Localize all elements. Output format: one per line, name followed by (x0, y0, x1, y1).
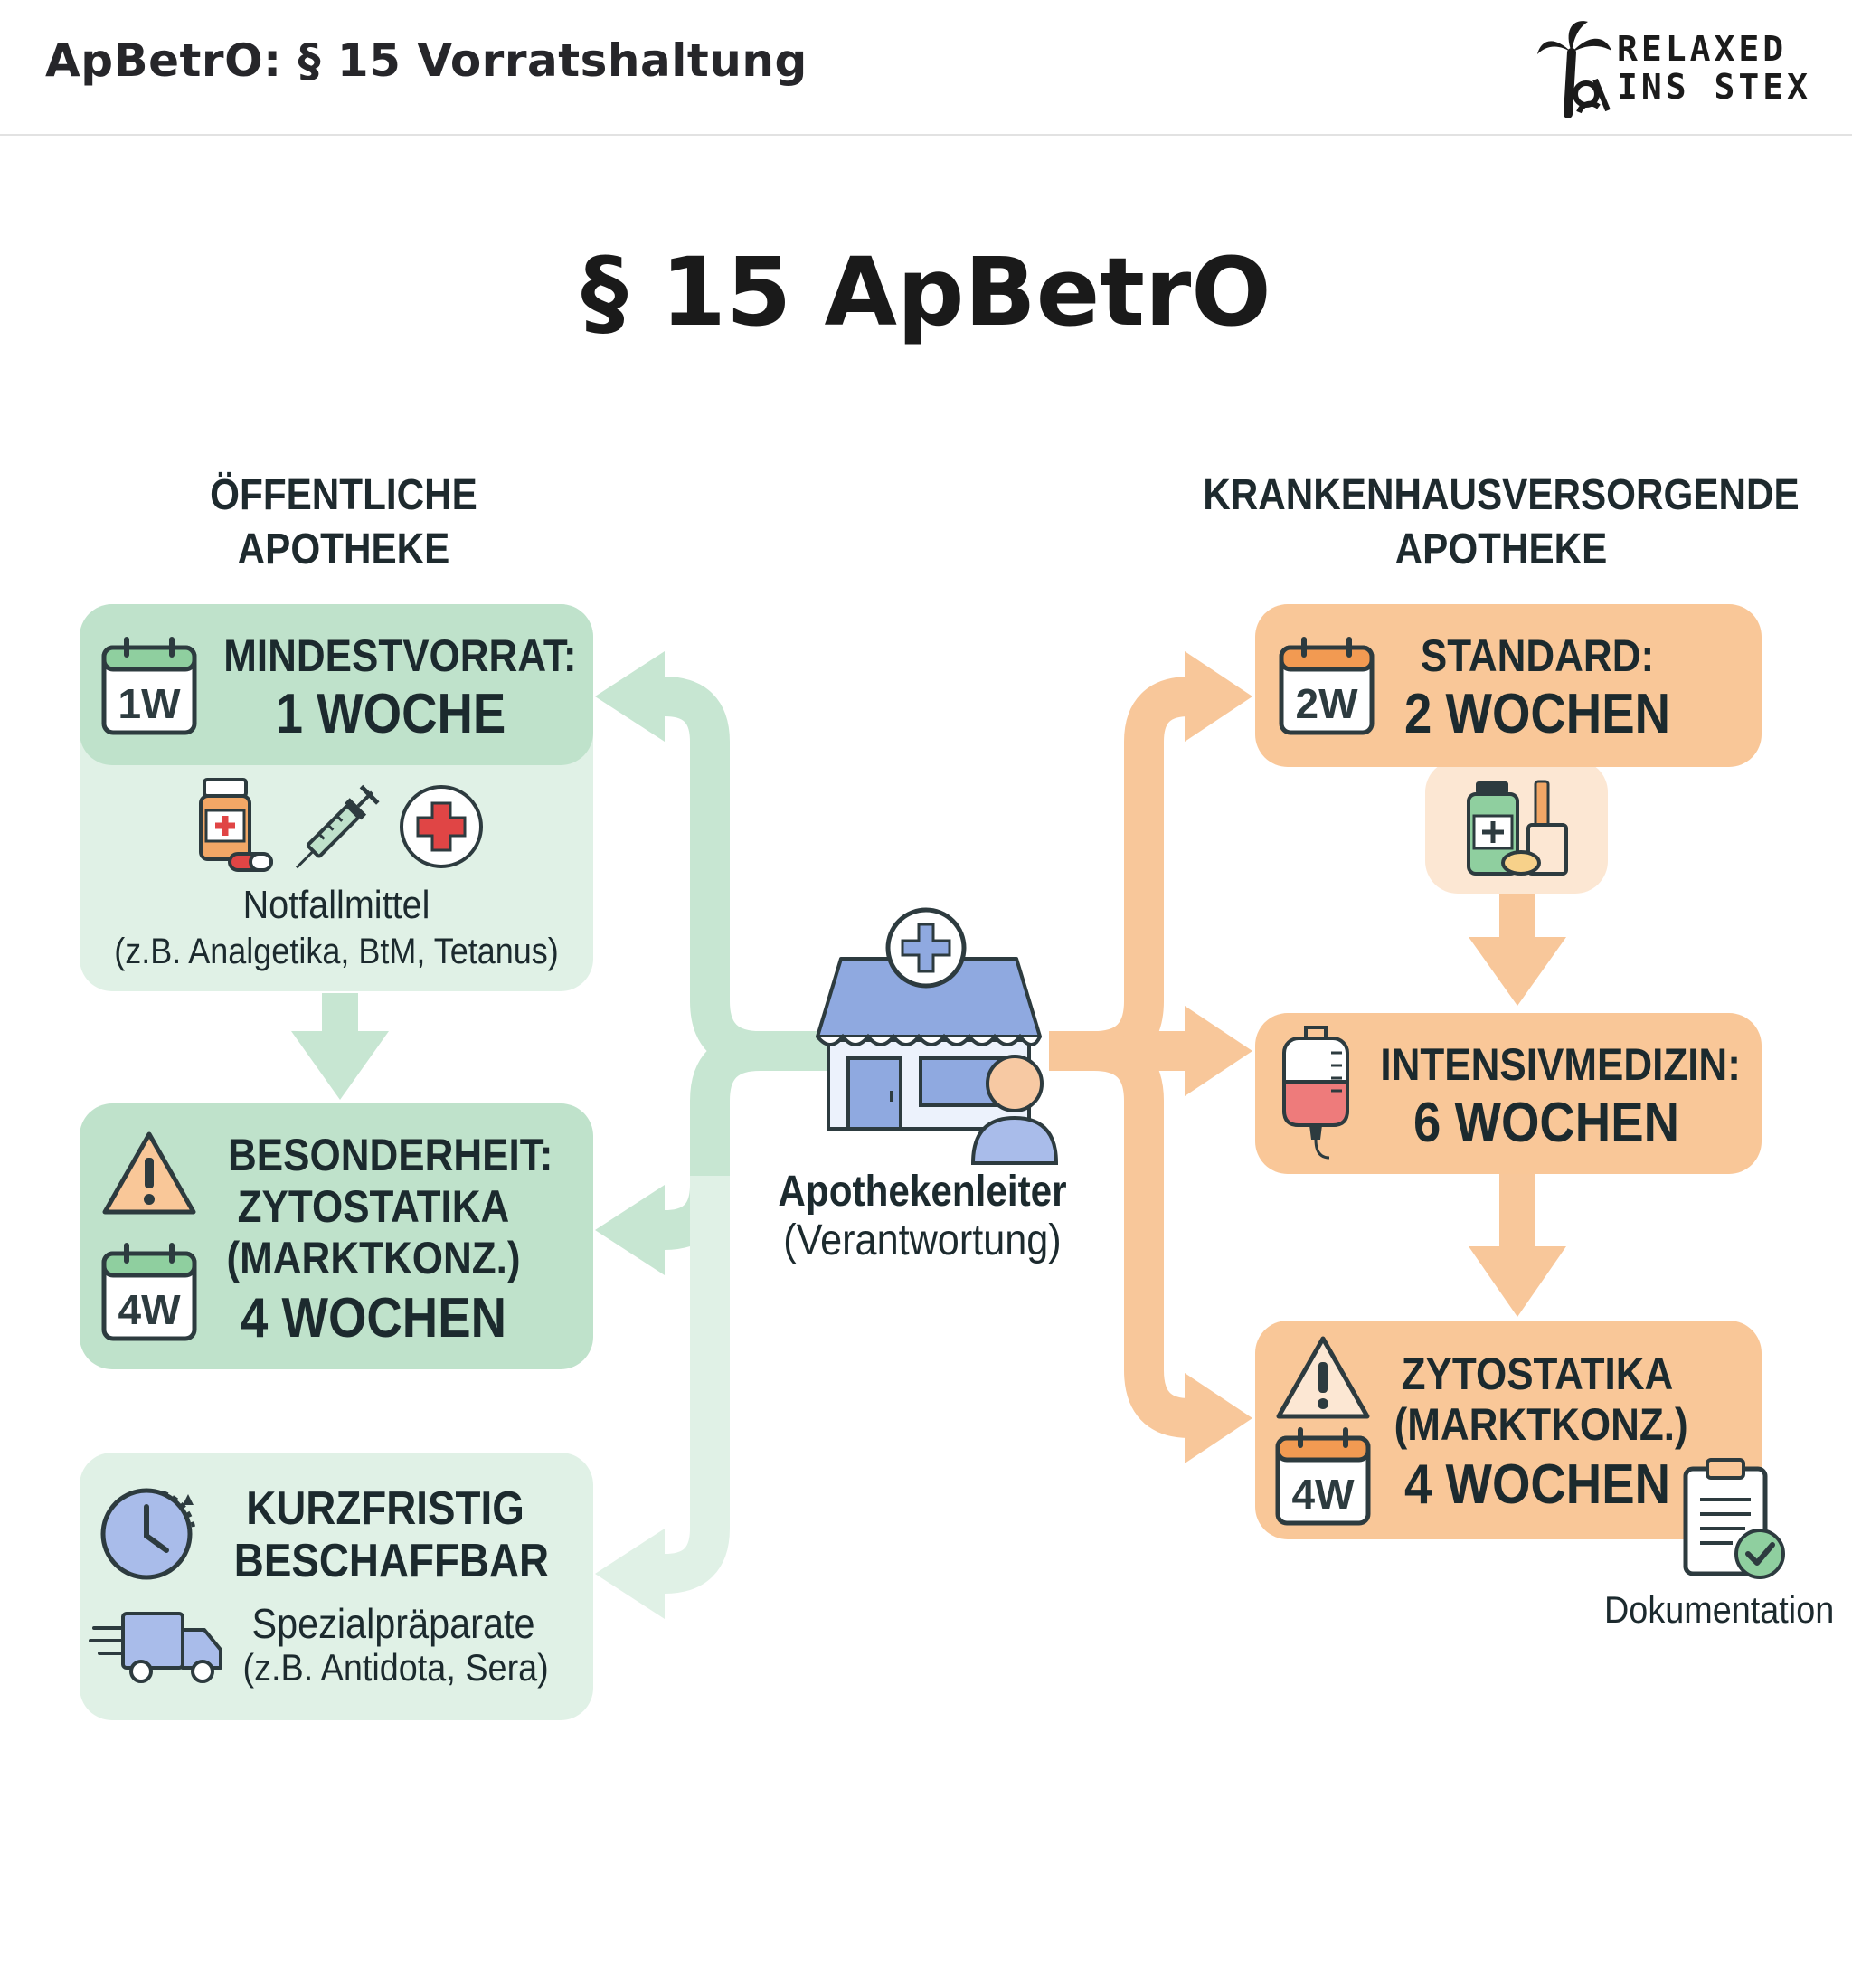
kurzfristig-note-sub: (z.B. Antidota, Sera) (242, 1646, 549, 1689)
calendar-2w-label: 2W (1295, 680, 1358, 727)
kurzfristig-line1: KURZFRISTIG (246, 1482, 524, 1535)
left-heading-line1: ÖFFENTLICHE (210, 471, 477, 519)
intensiv-value: 6 WOCHEN (1413, 1092, 1680, 1154)
logo-text-line2: INS STEX (1617, 67, 1812, 107)
besonderheit-value: 4 WOCHEN (240, 1287, 507, 1349)
arrow-down-orange-1 (1469, 891, 1566, 1006)
clipboard-check-icon (1682, 1456, 1787, 1583)
main-title: § 15 ApBetrO (581, 237, 1271, 347)
page-title: ApBetrO: § 15 Vorratshaltung (45, 34, 808, 87)
orange-connector (1049, 696, 1194, 1418)
center-sublabel: (Verantwortung) (783, 1216, 1062, 1264)
logo-text-line1: RELAXED (1617, 29, 1788, 69)
arrow-head-to-mindestvorrat (595, 651, 665, 742)
syringe-icon (291, 778, 385, 872)
standard-label: STANDARD: (1420, 630, 1655, 681)
left-column-heading (176, 469, 511, 577)
besonderheit-line2: ZYTOSTATIKA (237, 1181, 510, 1232)
kurzfristig-note-title: Spezialpräparate (251, 1600, 535, 1647)
arrow-head-to-kurzfristig (595, 1529, 665, 1619)
calendar-4w-icon (101, 1243, 197, 1342)
calendar-1w-label: 1W (118, 680, 181, 727)
besonderheit-line3: (MARKTKONZ.) (226, 1233, 521, 1283)
center-label: Apothekenleiter (778, 1168, 1067, 1216)
arrow-head-to-zytostatika (1185, 1373, 1252, 1463)
right-heading-line2: APOTHEKE (1394, 525, 1608, 573)
right-heading-line1: KRANKENHAUSVERSORGENDE (1203, 471, 1800, 519)
delivery-truck-icon (90, 1608, 226, 1686)
zytostatika-line1: ZYTOSTATIKA (1401, 1349, 1674, 1399)
zytostatika-line2: (MARKTKONZ.) (1394, 1399, 1688, 1450)
calendar-4w-right-label: 4W (1291, 1471, 1355, 1518)
mindestvorrat-note-sub: (z.B. Analgetika, BtM, Tetanus) (114, 932, 559, 971)
mindestvorrat-label: MINDESTVORRAT: (223, 630, 577, 681)
iv-bag-icon (1279, 1026, 1353, 1161)
arrow-down-green (291, 993, 389, 1100)
right-column-heading (1183, 469, 1819, 577)
arrow-down-orange-2 (1469, 1174, 1566, 1317)
medicine-bottle-icon (197, 778, 277, 874)
clock-icon (99, 1483, 199, 1583)
calendar-4w-label: 4W (118, 1286, 181, 1333)
arrow-head-to-intensiv (1185, 1006, 1252, 1096)
first-aid-cross-icon (398, 783, 485, 870)
kurzfristig-line2: BESCHAFFBAR (233, 1535, 550, 1587)
calendar-2w-icon (1279, 637, 1375, 736)
arrow-head-to-besonderheit (595, 1185, 665, 1275)
arrow-head-to-standard (1185, 651, 1252, 742)
documentation-label: Dokumentation (1604, 1588, 1835, 1631)
left-heading-line2: APOTHEKE (237, 525, 450, 573)
standard-value: 2 WOCHEN (1403, 683, 1671, 745)
pharmacy-store-icon (814, 904, 1067, 1167)
calendar-1w-icon (101, 637, 197, 736)
mindestvorrat-value: 1 WOCHE (275, 683, 506, 745)
warning-triangle-icon (101, 1131, 197, 1216)
intensiv-label: INTENSIVMEDIZIN: (1380, 1039, 1741, 1090)
mindestvorrat-note-title: Notfallmittel (242, 883, 430, 927)
green-connector (651, 696, 827, 1574)
warning-triangle-icon (1275, 1335, 1371, 1420)
calendar-4w-icon (1275, 1427, 1371, 1527)
besonderheit-line1: BESONDERHEIT: (228, 1130, 553, 1180)
zytostatika-value: 4 WOCHEN (1403, 1453, 1671, 1516)
medication-supplies-icon (1465, 780, 1570, 879)
